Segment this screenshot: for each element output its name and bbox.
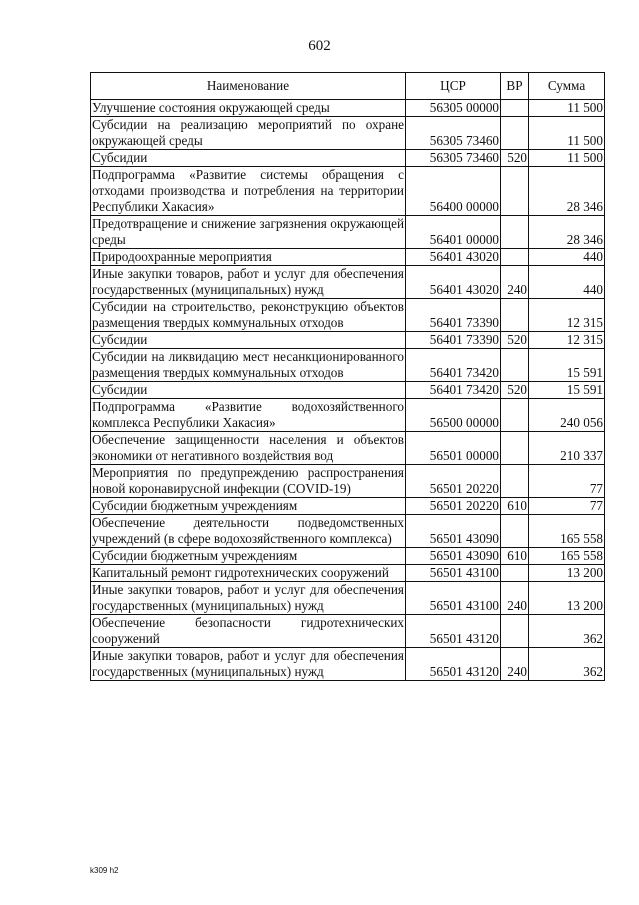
row-sum: 15 591 — [529, 349, 605, 382]
row-name: Иные закупки товаров, работ и услуг для обеспечения государственных (муниципальных) нужд — [92, 266, 404, 297]
row-sum: 15 591 — [529, 382, 605, 399]
row-vr — [501, 565, 529, 582]
budget-table — [90, 72, 605, 681]
row-vr — [501, 216, 529, 249]
footer-code: k309 h2 — [90, 866, 119, 875]
row-vr: 240 — [501, 582, 529, 615]
row-sum: 165 558 — [529, 515, 605, 548]
row-vr — [501, 515, 529, 548]
table-row — [91, 382, 605, 399]
table-row — [91, 465, 605, 498]
row-vr — [501, 615, 529, 648]
table-row — [91, 150, 605, 167]
table-header-row — [91, 73, 605, 100]
row-vr — [501, 432, 529, 465]
row-name: Субсидии — [91, 382, 406, 399]
row-csr: 56501 00000 — [406, 432, 501, 465]
row-sum: 362 — [529, 615, 605, 648]
row-sum: 440 — [529, 266, 605, 299]
row-csr: 56305 00000 — [406, 100, 501, 117]
row-csr: 56401 43020 — [406, 249, 501, 266]
row-vr — [501, 299, 529, 332]
row-name: Субсидии на строительство, реконструкцию объектов размещения твердых коммунальных отходов — [92, 299, 404, 330]
row-name: Субсидии бюджетным учреждениям — [91, 498, 406, 515]
row-name: Иные закупки товаров, работ и услуг для обеспечения государственных (муниципальных) нужд — [92, 582, 404, 613]
row-csr: 56305 73460 — [406, 150, 501, 167]
row-csr: 56501 43100 — [406, 565, 501, 582]
row-csr: 56501 20220 — [406, 498, 501, 515]
table-row — [91, 399, 605, 432]
row-sum: 11 500 — [529, 150, 605, 167]
row-vr — [501, 349, 529, 382]
row-sum: 11 500 — [529, 100, 605, 117]
row-vr — [501, 100, 529, 117]
row-csr: 56500 00000 — [406, 399, 501, 432]
row-name: Обеспечение защищенности населения и объектов экономики от негативного воздействия вод — [92, 432, 404, 463]
row-vr — [501, 167, 529, 216]
row-vr: 520 — [501, 382, 529, 399]
row-vr — [501, 399, 529, 432]
row-name: Субсидии — [91, 150, 406, 167]
row-sum: 11 500 — [529, 117, 605, 150]
row-csr: 56401 43020 — [406, 266, 501, 299]
row-name: Капитальный ремонт гидротехнических сооружений — [91, 565, 406, 582]
row-name: Подпрограмма «Развитие водохозяйственного комплекса Республики Хакасия» — [92, 399, 404, 430]
row-sum: 165 558 — [529, 548, 605, 565]
row-csr: 56401 00000 — [406, 216, 501, 249]
row-csr: 56501 43090 — [406, 515, 501, 548]
row-sum: 12 315 — [529, 299, 605, 332]
row-vr: 520 — [501, 332, 529, 349]
header-csr: ЦСР — [406, 73, 501, 100]
row-sum: 77 — [529, 498, 605, 515]
row-name: Подпрограмма «Развитие системы обращения с отходами производства и потребления на территории Республики Хакасия» — [92, 167, 404, 214]
table-row — [91, 216, 605, 249]
table-row — [91, 582, 605, 615]
row-sum: 240 056 — [529, 399, 605, 432]
row-name: Природоохранные мероприятия — [91, 249, 406, 266]
row-name: Субсидии на ликвидацию мест несанкционированного размещения твердых коммунальных отходов — [92, 349, 404, 380]
table-row — [91, 117, 605, 150]
row-csr: 56305 73460 — [406, 117, 501, 150]
table-row — [91, 565, 605, 582]
row-sum: 12 315 — [529, 332, 605, 349]
row-sum: 13 200 — [529, 565, 605, 582]
row-csr: 56401 73420 — [406, 382, 501, 399]
row-name: Улучшение состояния окружающей среды — [91, 100, 406, 117]
row-csr: 56400 00000 — [406, 167, 501, 216]
row-name: Предотвращение и снижение загрязнения окружающей среды — [92, 216, 404, 247]
table-row — [91, 100, 605, 117]
row-csr: 56501 43100 — [406, 582, 501, 615]
header-sum: Сумма — [529, 73, 605, 100]
row-csr: 56501 20220 — [406, 465, 501, 498]
header-name: Наименование — [91, 73, 406, 100]
table-row — [91, 249, 605, 266]
row-csr: 56501 43090 — [406, 548, 501, 565]
row-name: Иные закупки товаров, работ и услуг для обеспечения государственных (муниципальных) нужд — [92, 648, 404, 679]
row-name: Субсидии на реализацию мероприятий по охране окружающей среды — [92, 117, 404, 148]
table-row — [91, 432, 605, 465]
row-csr: 56401 73390 — [406, 299, 501, 332]
page-number: 602 — [308, 38, 331, 54]
row-vr — [501, 249, 529, 266]
row-name: Обеспечение деятельности подведомственных учреждений (в сфере водохозяйственного комплекса) — [92, 515, 404, 546]
row-sum: 13 200 — [529, 582, 605, 615]
header-vr: ВР — [501, 73, 529, 100]
row-sum: 210 337 — [529, 432, 605, 465]
row-name: Обеспечение безопасности гидротехнических сооружений — [92, 615, 404, 646]
table-row — [91, 349, 605, 382]
row-name: Субсидии бюджетным учреждениям — [91, 548, 406, 565]
row-vr: 240 — [501, 648, 529, 681]
row-vr: 520 — [501, 150, 529, 167]
row-vr: 610 — [501, 548, 529, 565]
table-row — [91, 515, 605, 548]
row-csr: 56401 73420 — [406, 349, 501, 382]
row-sum: 28 346 — [529, 216, 605, 249]
row-name: Субсидии — [91, 332, 406, 349]
row-sum: 28 346 — [529, 167, 605, 216]
row-csr: 56501 43120 — [406, 648, 501, 681]
row-sum: 362 — [529, 648, 605, 681]
table-row — [91, 299, 605, 332]
table-row — [91, 266, 605, 299]
table-row — [91, 648, 605, 681]
row-vr — [501, 465, 529, 498]
row-vr: 610 — [501, 498, 529, 515]
table-row — [91, 498, 605, 515]
row-vr — [501, 117, 529, 150]
row-vr: 240 — [501, 266, 529, 299]
table-row — [91, 615, 605, 648]
table-row — [91, 548, 605, 565]
row-sum: 77 — [529, 465, 605, 498]
row-csr: 56401 73390 — [406, 332, 501, 349]
table-row — [91, 167, 605, 216]
row-name: Мероприятия по предупреждению распространения новой коронавирусной инфекции (COVID-19) — [92, 465, 404, 496]
row-csr: 56501 43120 — [406, 615, 501, 648]
row-sum: 440 — [529, 249, 605, 266]
table-row — [91, 332, 605, 349]
